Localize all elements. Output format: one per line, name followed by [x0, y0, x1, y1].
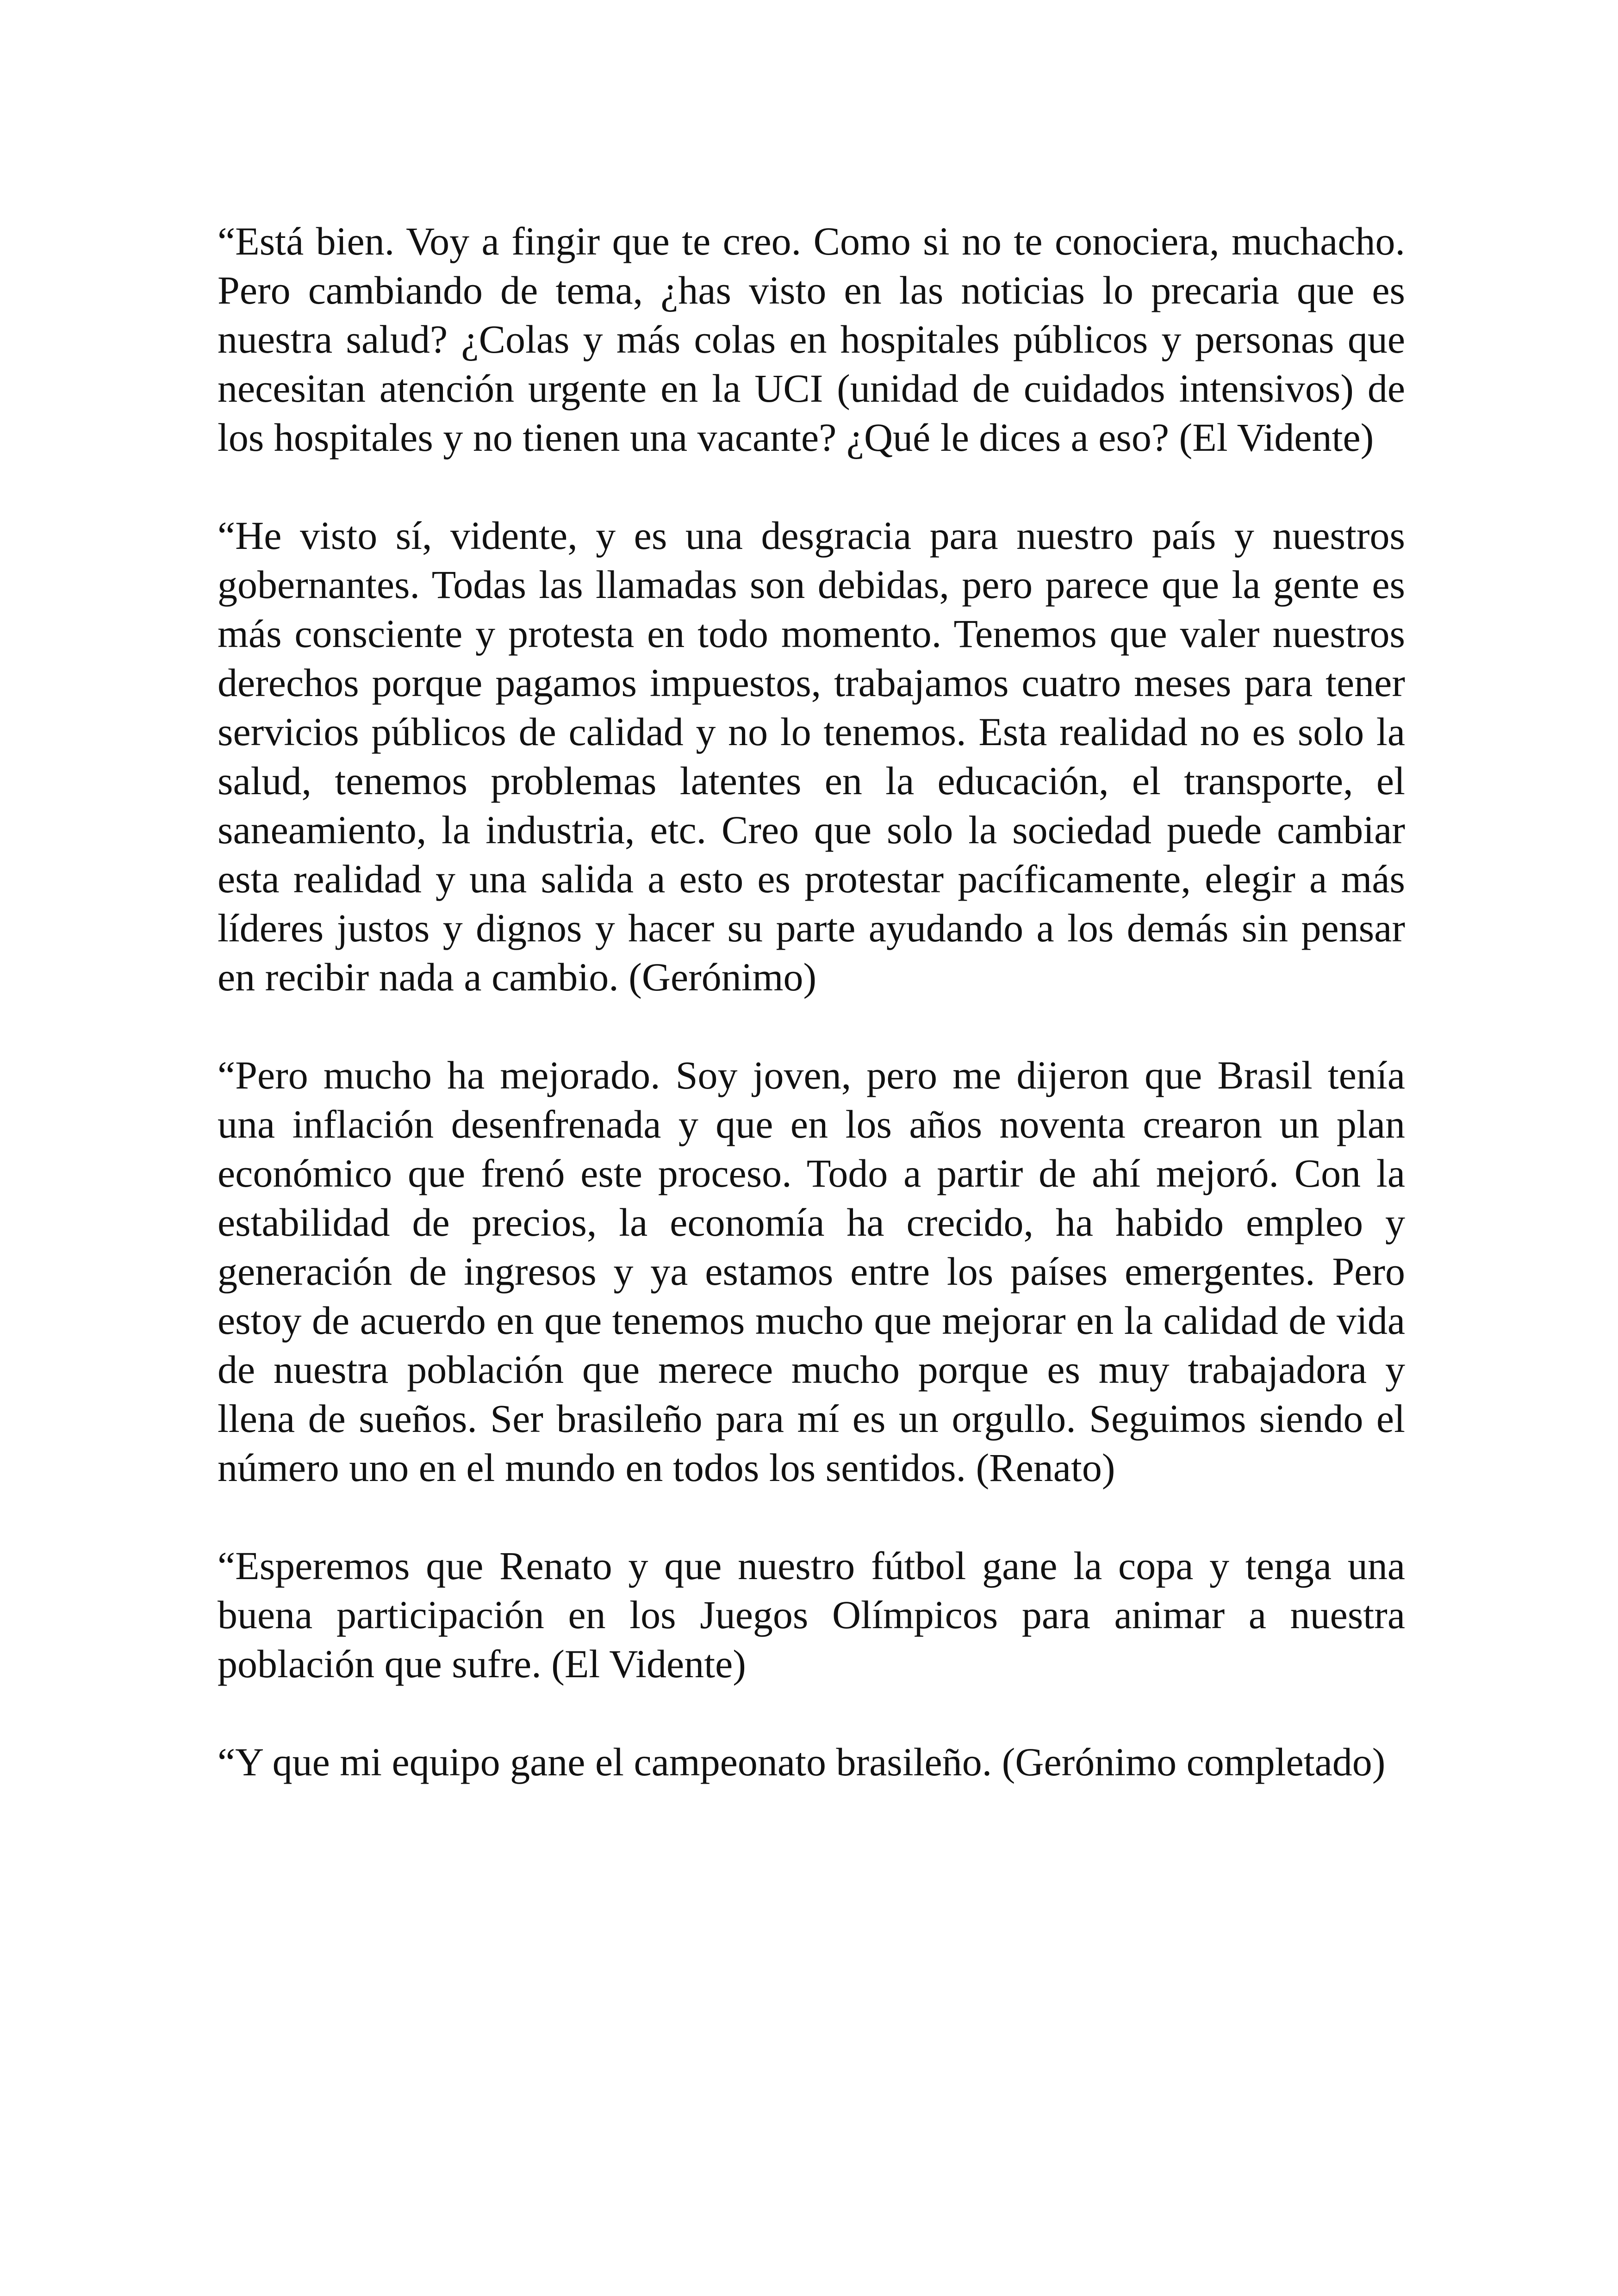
paragraph-el-vidente-salud: “Está bien. Voy a fingir que te creo. Como si no te conociera, muchacho. Pero cambiando de tema, ¿has visto en las noticias lo precaria que es nuestra salud? ¿Colas y más colas en hospitales públicos y personas que necesitan atención urgente en la UCI (unidad de cuidados intensivos) de los hospitales y no tienen una vacante? ¿Qué le dices a eso? (El Vidente) [218, 219, 1405, 460]
paragraph-geronimo-completado: “Y que mi equipo gane el campeonato brasileño. (Gerónimo completado) [218, 1740, 1386, 1784]
paragraph-renato: “Pero mucho ha mejorado. Soy joven, pero me dijeron que Brasil tenía una inflación desenfrenada y que en los años noventa crearon un plan económico que frenó este proceso. Todo a partir de ahí mejoró. Con la estabilidad de precios, la economía ha crecido, ha habido empleo y generación de ingresos y ya estamos entre los países emergentes. Pero estoy de acuerdo en que tenemos mucho que mejorar en la calidad de vida de nuestra población que merece mucho porque es muy trabajadora y llena de sueños. Ser brasileño para mí es un orgullo. Seguimos siendo el número uno en el mundo en todos los sentidos. (Renato) [218, 1053, 1405, 1490]
document-body [218, 217, 1405, 1786]
paragraph-geronimo-respuesta: “He visto sí, vidente, y es una desgracia para nuestro país y nuestros gobernantes. Todas las llamadas son debidas, pero parece que la gente es más consciente y protesta en todo momento. Tenemos que valer nuestros derechos porque pagamos impuestos, trabajamos cuatro meses para tener servicios públicos de calidad y no lo tenemos. Esta realidad no es solo la salud, tenemos problemas latentes en la educación, el transporte, el saneamiento, la industria, etc. Creo que solo la sociedad puede cambiar esta realidad y una salida a esto es protestar pacíficamente, elegir a más líderes justos y dignos y hacer su parte ayudando a los demás sin pensar en recibir nada a cambio. (Gerónimo) [218, 513, 1405, 999]
paragraph-el-vidente-futbol: “Esperemos que Renato y que nuestro fútbol gane la copa y tenga una buena participación en los Juegos Olímpicos para animar a nuestra población que sufre. (El Vidente) [218, 1543, 1405, 1686]
